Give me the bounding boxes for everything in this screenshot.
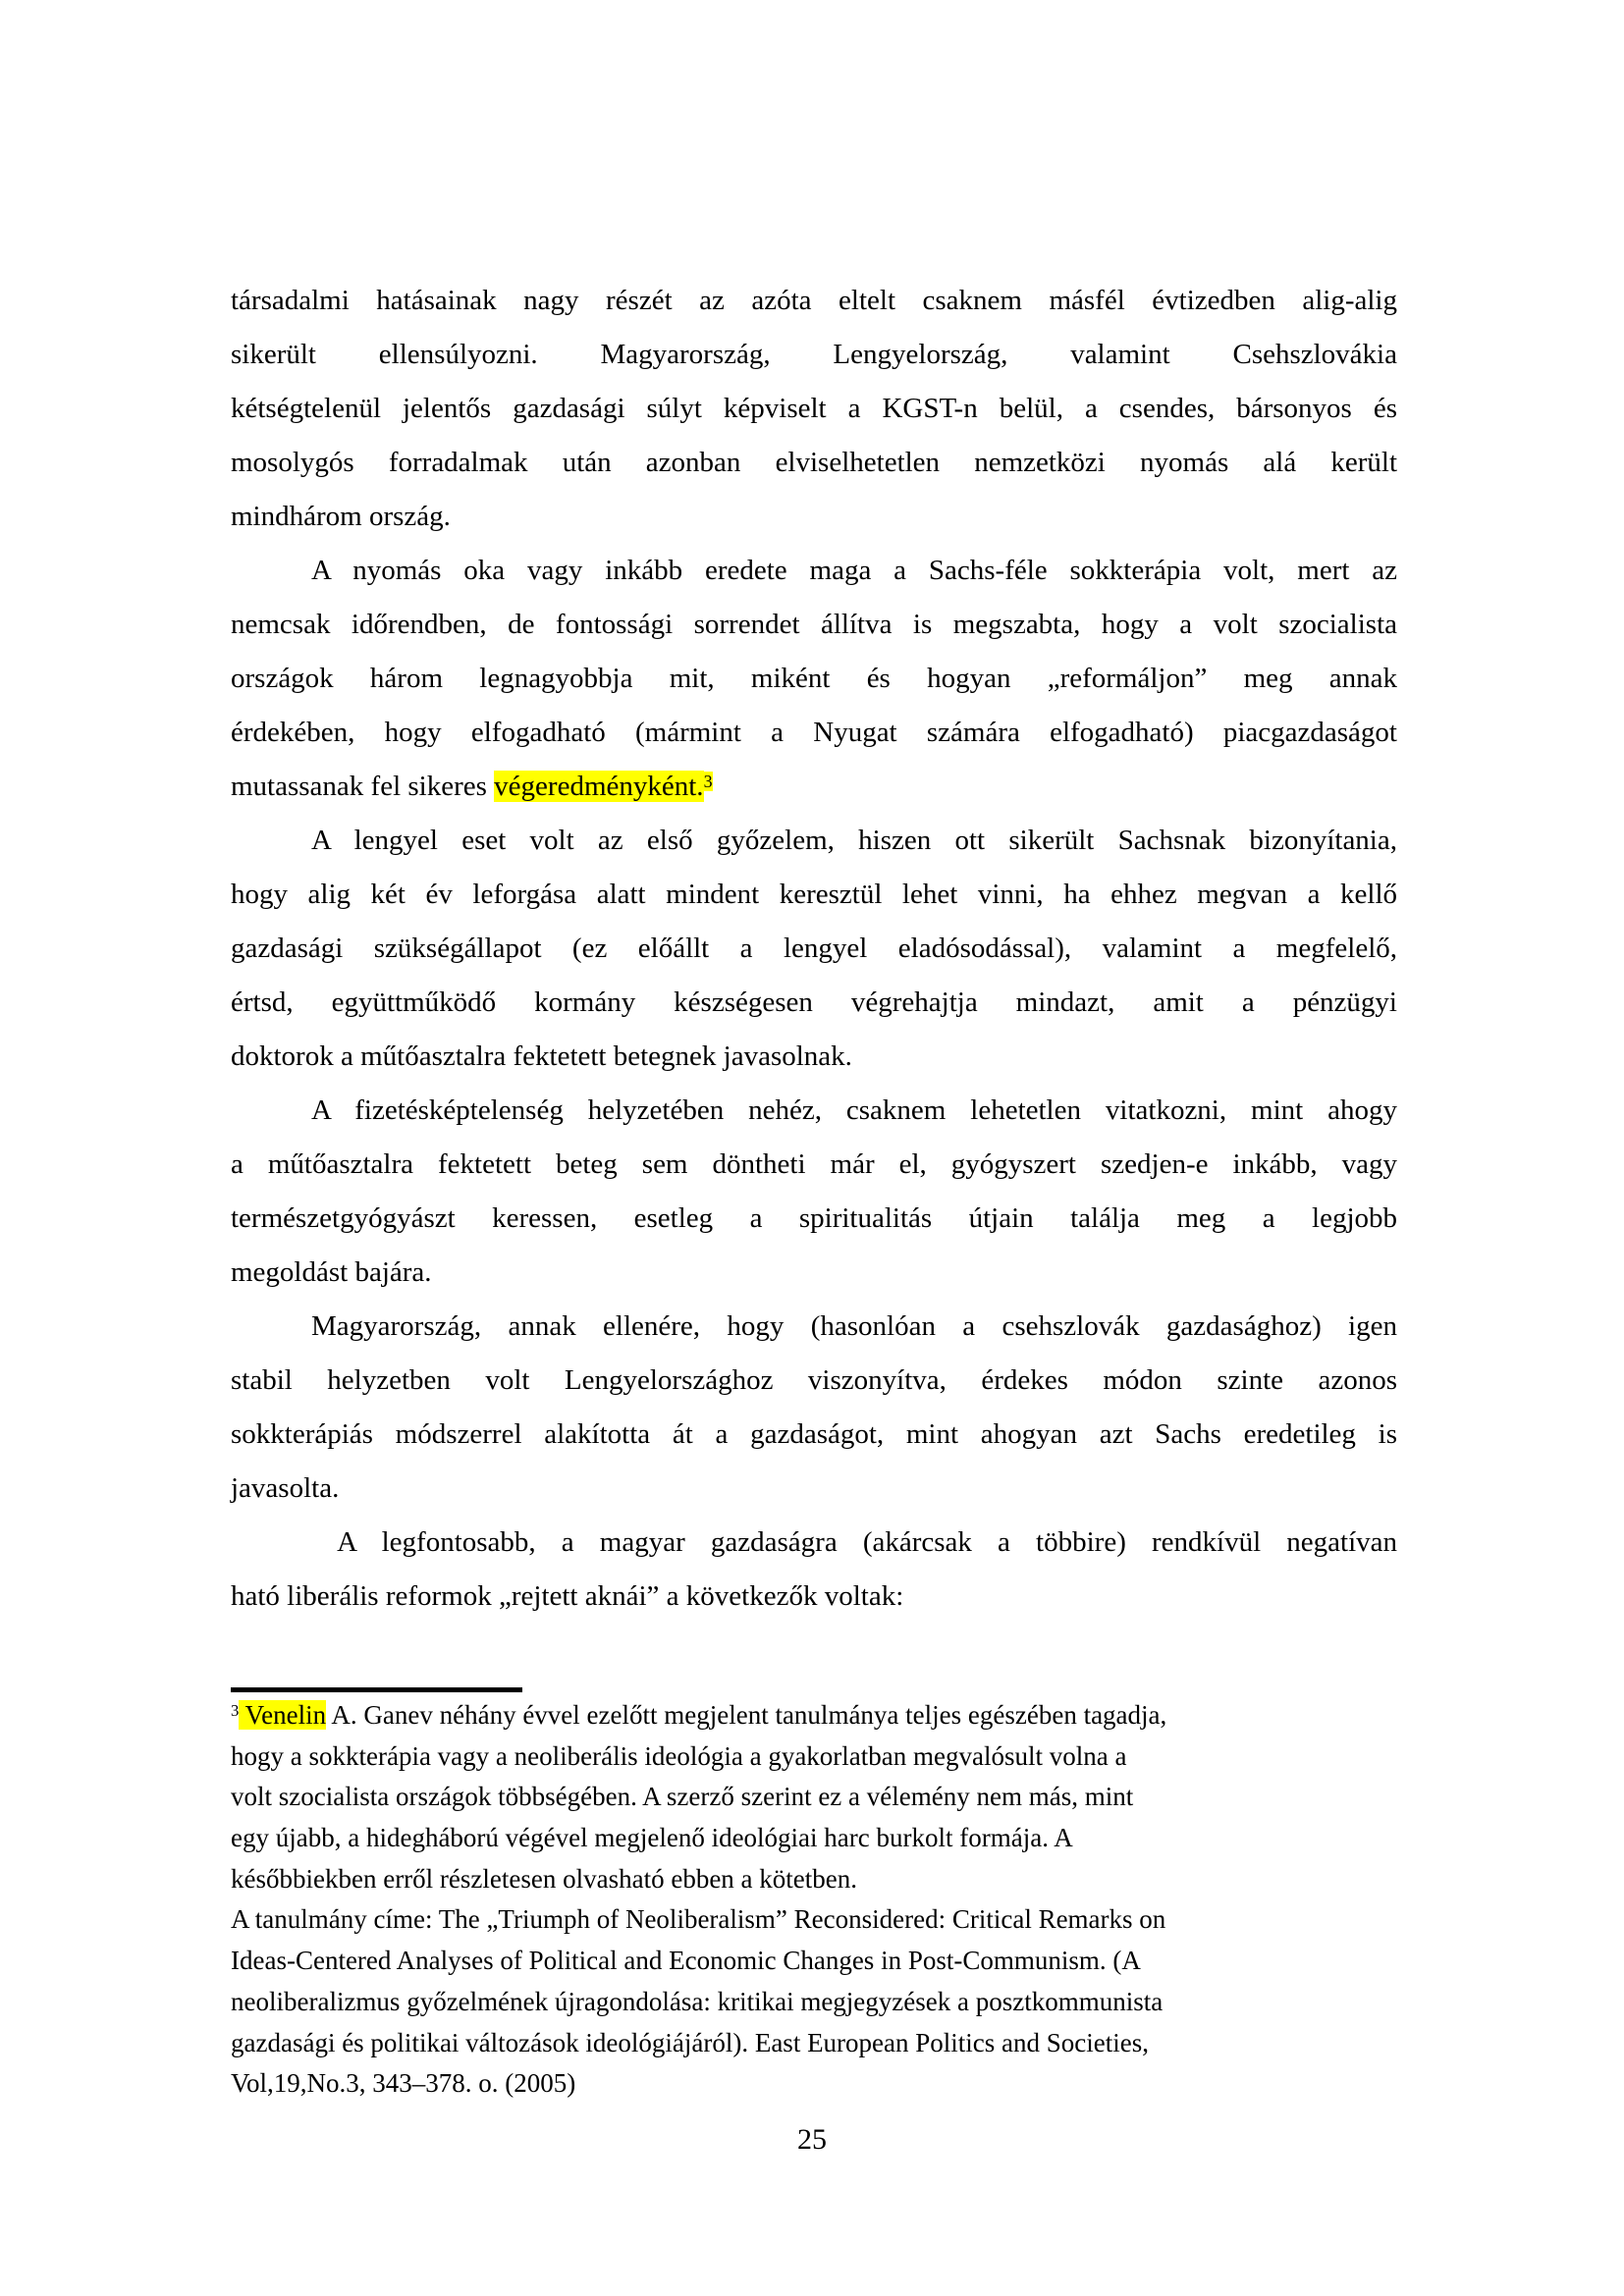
- text-segment: A tanulmány címe: The „Triumph of Neoliberalism” Reconsidered: Critical Remarks on: [231, 1904, 1166, 1935]
- text-segment: A nyomás oka vagy inkább eredete maga a Sachs-féle sokkterápia volt, mert az: [311, 555, 1397, 586]
- text-line: [231, 328, 1397, 382]
- text-segment: a műtőasztalra fektetett beteg sem döntheti már el, gyógyszert szedjen-e inkább, vagy: [231, 1148, 1397, 1180]
- text-line: [231, 1030, 1397, 1084]
- text-line: [231, 760, 1397, 814]
- footnote-text: [231, 1695, 1397, 2105]
- body-text: [231, 274, 1397, 1624]
- text-segment: későbbiekben erről részletesen olvasható ebben a kötetben.: [231, 1863, 858, 1894]
- text-line: [231, 1516, 1397, 1570]
- text-line: [231, 1408, 1397, 1462]
- text-segment: társadalmi hatásainak nagy részét az azóta eltelt csaknem másfél évtizedben alig-alig: [231, 285, 1397, 316]
- text-line: [231, 436, 1397, 490]
- text-line: [231, 1084, 1397, 1138]
- text-segment: ható liberális reformok „rejtett aknái” a következők voltak:: [231, 1580, 904, 1612]
- text-line: [231, 1192, 1397, 1246]
- text-segment: megoldást bajára.: [231, 1256, 432, 1288]
- text-line: [231, 1859, 1397, 1900]
- text-line: [231, 652, 1397, 706]
- text-segment: A fizetésképtelenség helyzetében nehéz, csaknem lehetetlen vitatkozni, mint ahogy: [311, 1095, 1397, 1126]
- text-segment: mutassanak fel sikeres: [231, 771, 495, 802]
- text-segment: doktorok a műtőasztalra fektetett betegnek javasolnak.: [231, 1041, 852, 1072]
- text-segment: hogy alig két év leforgása alatt mindent keresztül lehet vinni, ha ehhez megvan a kellő: [231, 879, 1397, 910]
- text-line: [231, 274, 1397, 328]
- text-line: [231, 814, 1397, 868]
- text-segment: egy újabb, a hidegháború végével megjelenő ideológiai harc burkolt formája. A: [231, 1823, 1073, 1853]
- text-line: [231, 1462, 1397, 1516]
- text-segment: A legfontosabb, a magyar gazdaságra (akárcsak a többire) rendkívül negatívan: [311, 1526, 1397, 1558]
- text-segment: mindhárom ország.: [231, 501, 451, 532]
- text-segment: A. Ganev néhány évvel ezelőtt megjelent tanulmánya teljes egészében tagadja,: [326, 1700, 1167, 1730]
- text-line: [231, 1777, 1397, 1818]
- text-segment: országok három legnagyobbja mit, miként és hogyan „reformáljon” meg annak: [231, 663, 1397, 694]
- text-segment: hogy a sokkterápia vagy a neoliberális ideológia a gyakorlatban megvalósult volna a: [231, 1740, 1127, 1771]
- text-line: [231, 706, 1397, 760]
- text-segment: volt szocialista országok többségében. A szerző szerint ez a vélemény nem más, mint: [231, 1782, 1134, 1812]
- text-line: [231, 490, 1397, 544]
- text-segment: kétségtelenül jelentős gazdasági súlyt képviselt a KGST-n belül, a csendes, bársonyos és: [231, 393, 1397, 424]
- text-segment: javasolta.: [231, 1472, 340, 1504]
- text-line: [231, 2023, 1397, 2064]
- text-line: [231, 1899, 1397, 1941]
- text-line: [231, 1695, 1397, 1736]
- text-line: [231, 1246, 1397, 1300]
- text-segment: nemcsak időrendben, de fontossági sorrendet állítva is megszabta, hogy a volt szocialista: [231, 609, 1397, 640]
- text-line: [231, 1818, 1397, 1859]
- text-segment: Vol,19,No.3, 343–378. o. (2005): [231, 2068, 576, 2099]
- text-segment: értsd, együttműködő kormány készségesen végrehajtja mindazt, amit a pénzügyi: [231, 987, 1397, 1018]
- text-line: [231, 1354, 1397, 1408]
- text-line: [231, 2063, 1397, 2105]
- text-line: [231, 1138, 1397, 1192]
- text-line: [231, 1982, 1397, 2023]
- footnote-reference: 3: [703, 771, 713, 791]
- text-segment: mosolygós forradalmak után azonban elviselhetetlen nemzetközi nyomás alá került: [231, 447, 1397, 478]
- text-line: [231, 598, 1397, 652]
- page-number: 25: [797, 2123, 827, 2156]
- text-line: [231, 922, 1397, 976]
- text-line: [231, 1300, 1397, 1354]
- highlighted-text: Venelin: [239, 1700, 327, 1730]
- text-segment: sokkterápiás módszerrel alakította át a gazdaságot, mint ahogyan azt Sachs eredetileg is: [231, 1418, 1397, 1450]
- text-segment: természetgyógyászt keressen, esetleg a spiritualitás útjain találja meg a legjobb: [231, 1202, 1397, 1234]
- text-segment: Ideas-Centered Analyses of Political and Economic Changes in Post-Communism. (A: [231, 1946, 1141, 1976]
- text-line: [231, 1736, 1397, 1778]
- text-segment: gazdasági és politikai változások ideológiájáról). East European Politics and Societies,: [231, 2027, 1149, 2057]
- highlighted-text: végeredményként.: [494, 771, 704, 802]
- text-line: [231, 1941, 1397, 1982]
- text-segment: sikerült ellensúlyozni. Magyarország, Lengyelország, valamint Csehszlovákia: [231, 339, 1397, 370]
- footnote-separator: [231, 1687, 522, 1692]
- text-line: [231, 1570, 1397, 1624]
- text-segment: érdekében, hogy elfogadható (mármint a Nyugat számára elfogadható) piacgazdaságot: [231, 717, 1397, 748]
- text-segment: Magyarország, annak ellenére, hogy (hasonlóan a csehszlovák gazdasághoz) igen: [311, 1310, 1397, 1342]
- text-line: [231, 976, 1397, 1030]
- text-line: [231, 544, 1397, 598]
- footnote-reference: 3: [231, 1701, 240, 1721]
- text-line: [231, 868, 1397, 922]
- text-segment: gazdasági szükségállapot (ez előállt a lengyel eladósodással), valamint a megfelelő,: [231, 933, 1397, 964]
- text-segment: stabil helyzetben volt Lengyelországhoz viszonyítva, érdekes módon szinte azonos: [231, 1364, 1397, 1396]
- text-line: [231, 382, 1397, 436]
- text-segment: neoliberalizmus győzelmének újragondolása: kritikai megjegyzések a posztkommunista: [231, 1986, 1164, 2016]
- text-segment: A lengyel eset volt az első győzelem, hiszen ott sikerült Sachsnak bizonyítania,: [311, 825, 1397, 856]
